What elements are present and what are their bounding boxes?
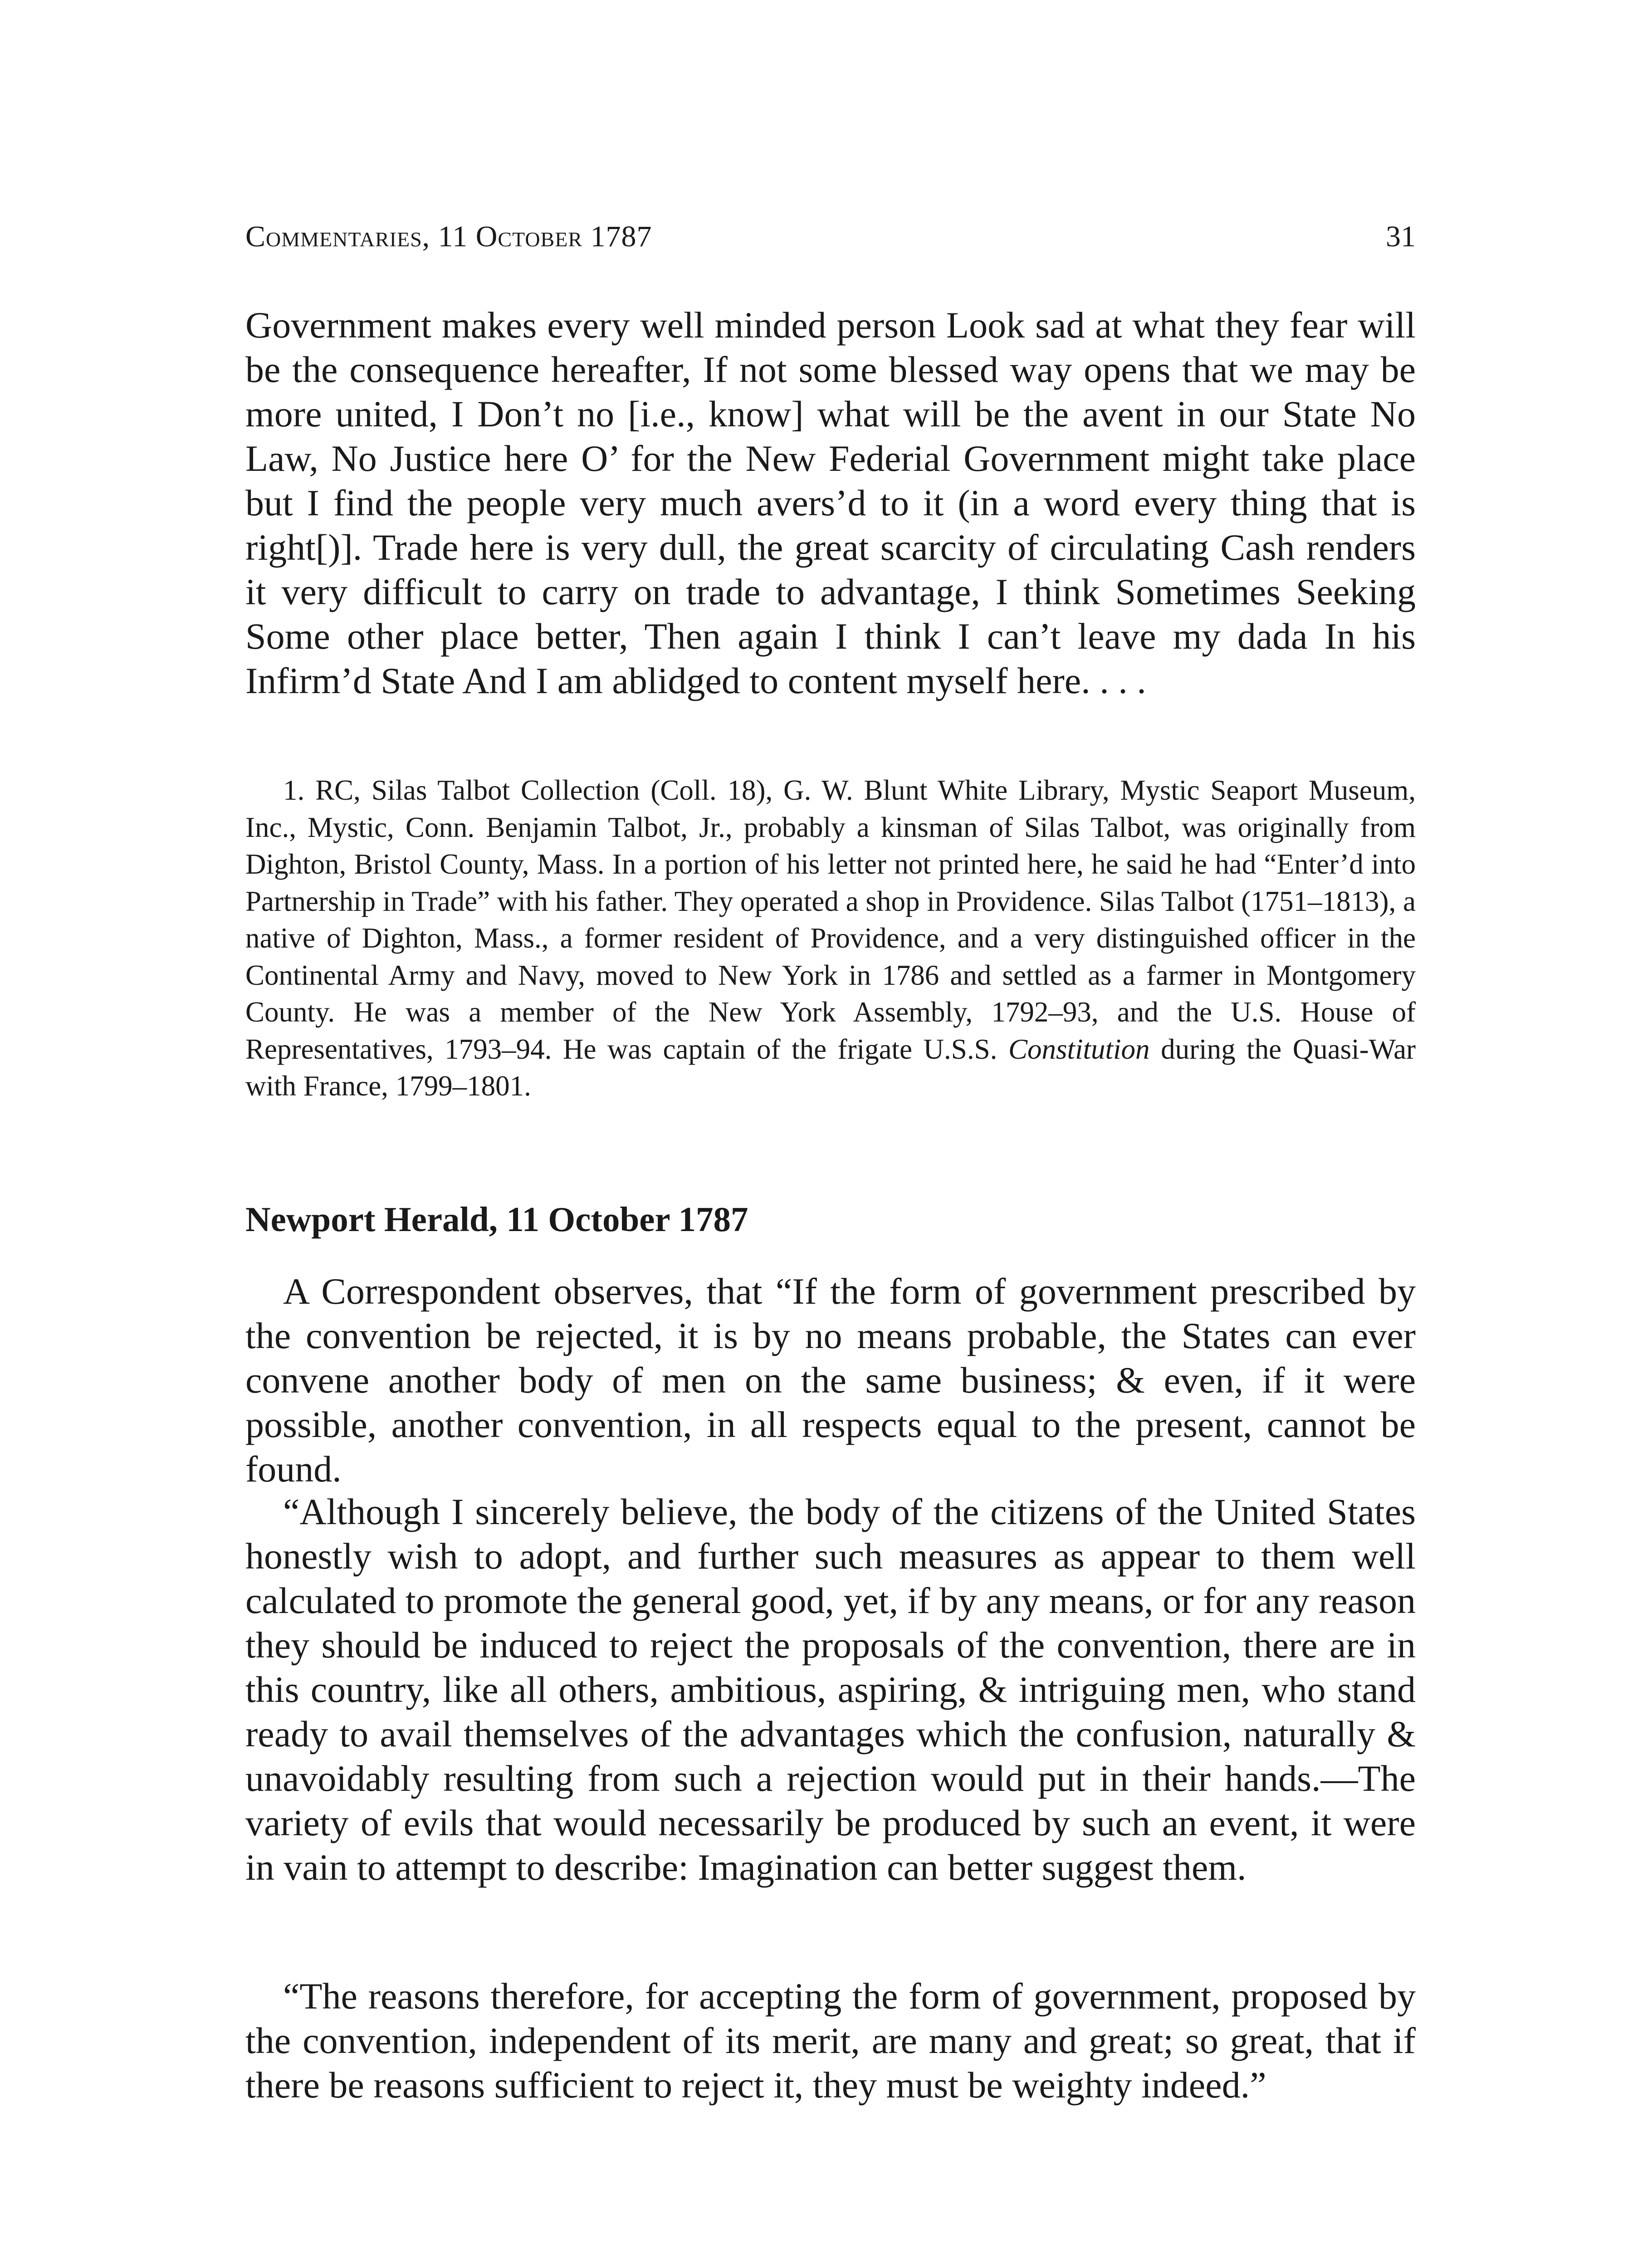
section-paragraph-3: “The reasons therefore, for accepting the form of government, proposed by the convention, independent of its merit, are many and great; so great, that if there be reasons sufficient to reject it, they must be weighty indeed.”: [245, 1975, 1416, 2106]
section-heading: Newport Herald, 11 October 1787: [245, 1200, 748, 1239]
section-paragraph-1: A Correspondent observes, that “If the form of government prescribed by the convention be rejected, it is by no means probable, the States can ever convene another body of men on the same business; & even, if it were possible, another convention, in all respects equal to the present, cannot be found.: [245, 1271, 1416, 1490]
letter-continuation-paragraph: Government makes every well minded person Look sad at what they fear will be the consequence hereafter, If not some blessed way opens that we may be more united, I Don’t no [i.e., know] what will be the avent in our State No Law, No Justice here O’ for the New Federial Government might take place but I find the people very much avers’d to it (in a word every thing that is right[)]. Trade here is very dull, the great scarcity of circulating Cash renders it very difficult to carry on trade to advantage, I think Sometimes Seeking Some other place better, Then again I think I can’t leave my dada In his Infirm’d State And I am ablidged to content myself here. . . .: [245, 304, 1416, 701]
running-head: [245, 219, 1416, 255]
page-number: 31: [1386, 220, 1416, 253]
section-paragraph-2: “Although I sincerely believe, the body of the citizens of the United States honestly wish to adopt, and further such measures as appear to them well calculated to promote the general good, yet, if by any means, or for any reason they should be induced to reject the proposals of the convention, there are in this country, like all others, ambitious, aspiring, & intriguing men, who stand ready to avail themselves of the advantages which the confusion, naturally & unavoidably resulting from such a rejection would put in their hands.—The variety of evils that would necessarily be produced by such an event, it were in vain to attempt to describe: Imagination can better suggest them.: [245, 1491, 1416, 1888]
running-head-title: Commentaries, 11 October 1787: [245, 220, 652, 253]
footnote-text-start: 1. RC, Silas Talbot Collection (Coll. 18), G. W. Blunt White Library, Mystic Seaport Museum, Inc., Mystic, Conn. Benjamin Talbot, Jr., probably a kinsman of Silas Talbot, was originally from Dighton, Bristol County, Mass. In a portion of his letter not printed here, he said he had “Enter’d into Partnership in Trade” with his father. They operated a shop in Providence. Silas Talbot (1751–1813), a native of Dighton, Mass., a former resident of Providence, and a very distinguished officer in the Continental Army and Navy, moved to New York in 1786 and settled as a farmer in Montgomery County. He was a member of the New York Assembly, 1792–93, and the U.S. House of Representatives, 1793–94. He was captain of the frigate U.S.S.: [245, 774, 1416, 1065]
footnote-1: [245, 772, 1416, 1105]
footnote-italic-ship-name: Constitution: [1008, 1033, 1150, 1065]
document-page: [245, 0, 1416, 2268]
footnote-text-end: during the Quasi-War with France, 1799–1801.: [245, 1033, 1416, 1102]
